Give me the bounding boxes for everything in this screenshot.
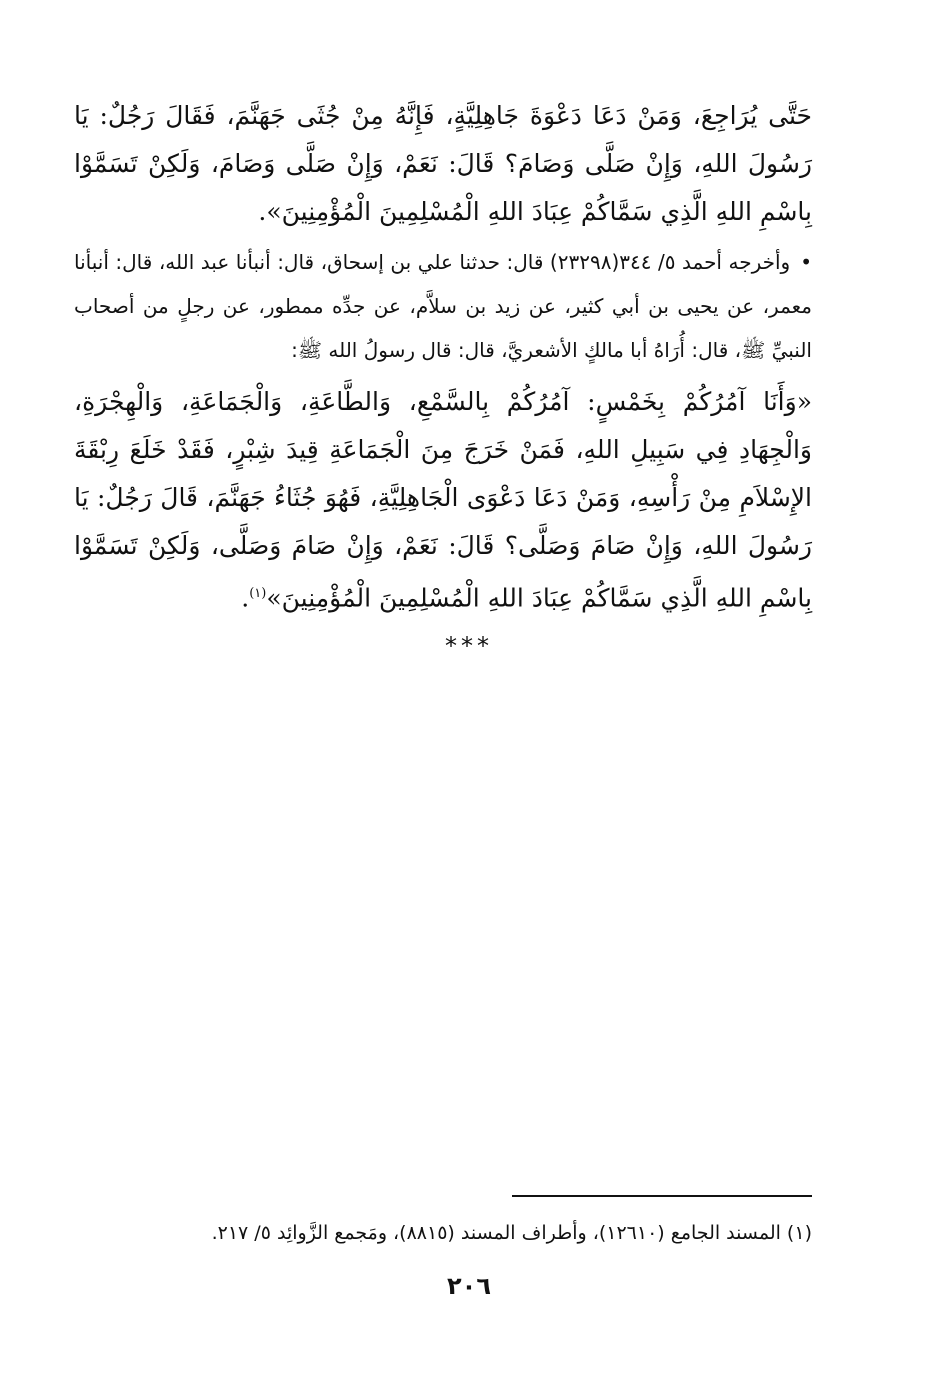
footnote-reference[interactable]: (١) bbox=[249, 586, 267, 601]
isnad-text: وأخرجه أحمد ٥/ ٣٤٤(٢٣٢٩٨) قال: حدثنا علي بن إسحاق، قال: أنبأنا عبد الله، قال: أنبأنا معمر، عن يحيى بن أبي كثير، عن زيد بن سلاَّم، عن جدِّه ممطور، عن رجلٍ من أصحاب النبيِّ ﷺ، قال: أُرَاهُ أبا مالكٍ الأشعريَّ، قال: قال رسولُ الله ﷺ: bbox=[74, 250, 812, 362]
hadith-end-mark: . bbox=[241, 583, 250, 613]
footnote-text: (١) المسند الجامع (١٢٦١٠)، وأطراف المسند (٨٨١٥)، ومَجمع الزَّوائِد ٥/ ٢١٧. bbox=[211, 1222, 812, 1244]
hadith-body: «وَأَنَا آمُرُكُمْ بِخَمْسٍ: آمُرُكُمْ بِالسَّمْعِ، وَالطَّاعَةِ، وَالْجَمَاعَةِ، وَالْهِجْرَةِ، وَالْجِهَادِ فِي سَبِيلِ اللهِ، فَمَنْ خَرَجَ مِنَ الْجَمَاعَةِ قِيدَ شِبْرٍ، فَقَدْ خَلَعَ رِبْقَةَ الإِسْلاَمِ مِنْ رَأْسِهِ، وَمَنْ دَعَا دَعْوَى الْجَاهِلِيَّةِ، فَهُوَ جُثَاءُ جَهَنَّمَ، قَالَ رَجُلٌ: يَا رَسُولَ اللهِ، وَإِنْ صَامَ وَصَلَّى؟ قَالَ: نَعَمْ، وَإِنْ صَامَ وَصَلَّى، وَلَكِنْ تَسَمَّوْا بِاسْمِ اللهِ الَّذِي سَمَّاكُمْ عِبَادَ اللهِ الْمُسْلِمِينَ الْمُؤْمِنِينَ» bbox=[74, 387, 812, 613]
footnote-divider bbox=[512, 1195, 812, 1197]
hadith-continuation: حَتَّى يُرَاجِعَ، وَمَنْ دَعَا دَعْوَةَ جَاهِلِيَّةٍ، فَإِنَّهُ مِنْ جُثَى جَهَنَّمَ، فَقَالَ رَجُلٌ: يَا رَسُولَ اللهِ، وَإِنْ صَلَّى وَصَامَ؟ قَالَ: نَعَمْ، وَإِنْ صَلَّى وَصَامَ، وَلَكِنْ تَسَمَّوْا بِاسْمِ اللهِ الَّذِي سَمَّاكُمْ عِبَادَ اللهِ الْمُسْلِمِينَ الْمُؤْمِنِينَ». bbox=[74, 101, 812, 226]
section-separator: *** bbox=[445, 632, 493, 660]
bullet-marker: • bbox=[800, 250, 812, 274]
main-text bbox=[74, 92, 812, 622]
hadith-text bbox=[74, 378, 812, 622]
isnad-paragraph bbox=[74, 240, 812, 372]
page-number: ٢٠٦ bbox=[447, 1272, 491, 1300]
